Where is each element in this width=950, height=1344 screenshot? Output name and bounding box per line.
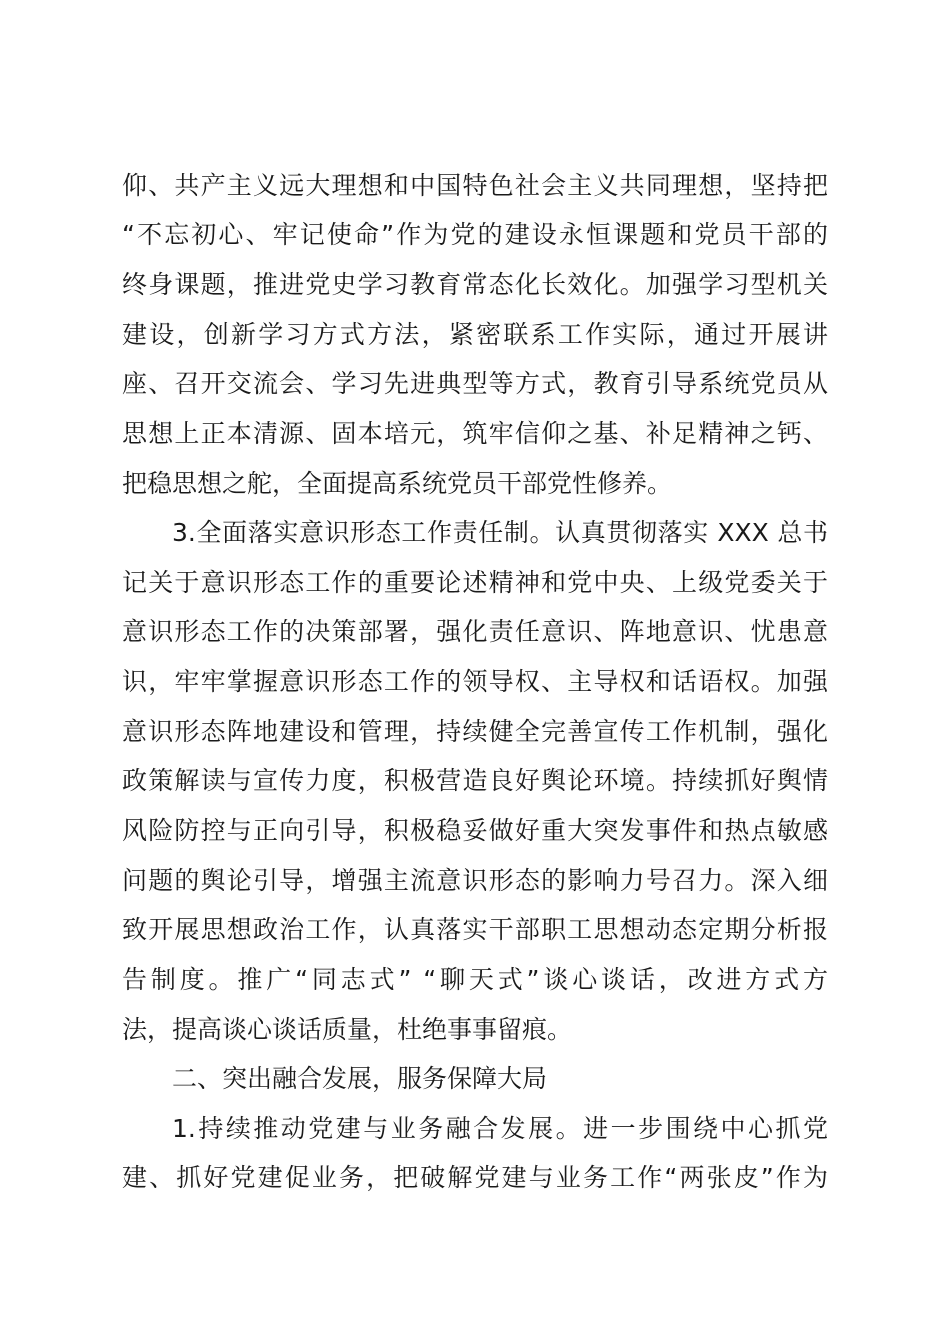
body-text-line: 意识形态工作的决策部署，强化责任意识、阵地意识、忧患意 xyxy=(122,617,828,646)
body-text-line: 识，牢牢掌握意识形态工作的领导权、主导权和话语权。加强 xyxy=(122,667,828,696)
body-text-line: 座、召开交流会、学习先进典型等方式，教育引导系统党员从 xyxy=(122,369,828,398)
body-text-line: 告制度。推广“同志式” “聊天式”谈心谈话，改进方式方 xyxy=(122,965,828,994)
body-text-line: 建设，创新学习方式方法，紧密联系工作实际，通过开展讲 xyxy=(122,320,828,349)
body-text-line: 思想上正本清源、固本培元，筑牢信仰之基、补足精神之钙、 xyxy=(122,419,828,448)
body-text-line: 政策解读与宣传力度，积极营造良好舆论环境。持续抓好舆情 xyxy=(122,766,828,795)
body-text-line: 记关于意识形态工作的重要论述精神和党中央、上级党委关于 xyxy=(122,568,828,597)
body-text-line: 风险防控与正向引导，积极稳妥做好重大突发事件和热点敏感 xyxy=(122,816,828,845)
body-text-line: 仰、共产主义远大理想和中国特色社会主义共同理想，坚持把 xyxy=(122,171,828,200)
body-text-line: “不忘初心、牢记使命”作为党的建设永恒课题和党员干部的 xyxy=(122,220,828,249)
section-heading-3: 3.全面落实意识形态工作责任制。认真贯彻落实 XXX 总书 xyxy=(172,518,828,547)
body-text-line: 意识形态阵地建设和管理，持续健全完善宣传工作机制，强化 xyxy=(122,717,828,746)
body-text-line: 问题的舆论引导，增强主流意识形态的影响力号召力。深入细 xyxy=(122,866,828,895)
section-heading-2: 二、突出融合发展，服务保障大局 xyxy=(172,1064,548,1093)
body-text-line: 终身课题，推进党史学习教育常态化长效化。加强学习型机关 xyxy=(122,270,828,299)
section-heading-1: 1.持续推动党建与业务融合发展。进一步围绕中心抓党 xyxy=(172,1114,828,1143)
body-text-line: 建、抓好党建促业务，把破解党建与业务工作“两张皮”作为 xyxy=(122,1163,828,1192)
body-text-line: 把稳思想之舵，全面提高系统党员干部党性修养。 xyxy=(122,469,673,498)
body-text-line: 法，提高谈心谈话质量，杜绝事事留痕。 xyxy=(122,1015,573,1044)
body-text-line: 致开展思想政治工作，认真落实干部职工思想动态定期分析报 xyxy=(122,915,828,944)
